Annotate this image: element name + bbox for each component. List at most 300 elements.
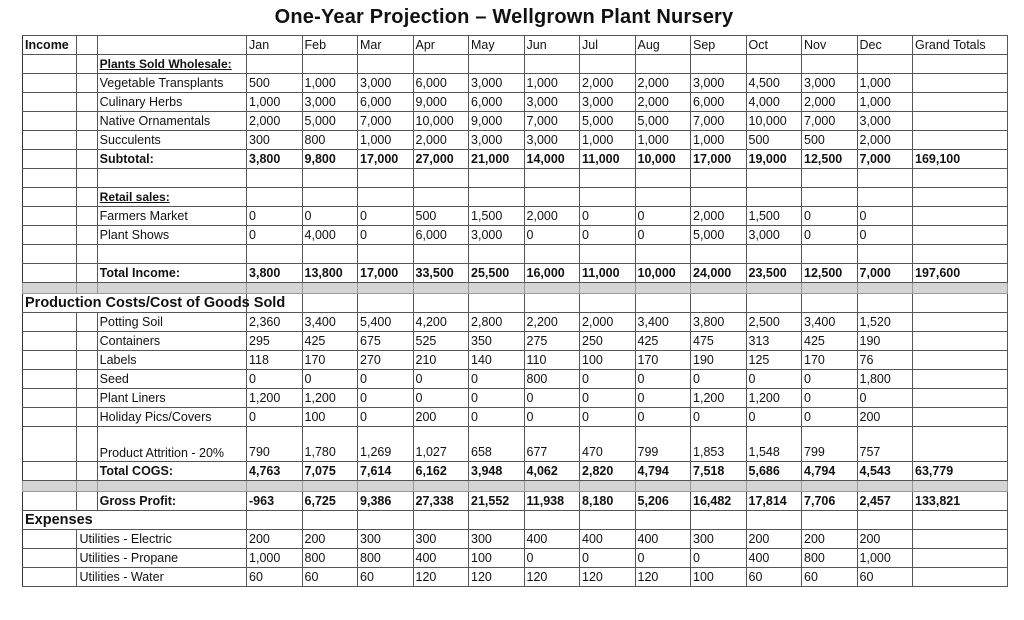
empty-cell (857, 169, 913, 188)
total-cogs-row (23, 462, 1008, 481)
section-subheading: Plants Sold Wholesale: (99, 57, 232, 71)
table-cell: 2,457 (857, 492, 913, 511)
row-label: Subtotal: (97, 150, 246, 169)
page-title: One-Year Projection – Wellgrown Plant Nursery (274, 6, 734, 28)
month-header: Dec (857, 36, 913, 55)
empty-cell (77, 332, 97, 351)
table-cell: 7,000 (802, 112, 858, 131)
table-cell: 0 (524, 549, 580, 568)
empty-cell (23, 169, 77, 188)
table-cell: 3,400 (302, 313, 358, 332)
empty-cell (413, 481, 469, 492)
table-cell: 6,000 (358, 93, 414, 112)
table-cell: 6,000 (413, 74, 469, 93)
table-cell: 3,000 (358, 74, 414, 93)
table-cell: 0 (580, 549, 636, 568)
empty-cell (23, 283, 77, 294)
empty-cell (635, 55, 691, 74)
table-cell: 3,000 (524, 93, 580, 112)
expenses-heading-row (23, 511, 1008, 530)
empty-cell (77, 481, 97, 492)
table-cell: 800 (302, 131, 358, 150)
table-cell: 3,000 (580, 93, 636, 112)
table-cell: -963 (247, 492, 303, 511)
empty-cell (857, 245, 913, 264)
table-cell: 0 (580, 226, 636, 245)
grand-total-cell (913, 74, 1008, 93)
table-cell: 1,780 (302, 427, 358, 462)
table-cell: 3,000 (802, 74, 858, 93)
month-header: Mar (358, 36, 414, 55)
row-label: Plant Shows (97, 226, 246, 245)
table-cell: 425 (302, 332, 358, 351)
table-cell: 2,000 (413, 131, 469, 150)
table-cell: 10,000 (635, 264, 691, 283)
table-cell: 475 (691, 332, 747, 351)
table-cell: 7,000 (857, 264, 913, 283)
table-row (23, 530, 1008, 549)
row-label: Holiday Pics/Covers (97, 408, 246, 427)
table-cell: 0 (247, 370, 303, 389)
empty-cell (524, 55, 580, 74)
empty-cell (358, 188, 414, 207)
grand-total-cell: 63,779 (913, 462, 1008, 481)
empty-cell (802, 511, 858, 530)
empty-cell (802, 481, 858, 492)
empty-cell (913, 55, 1008, 74)
table-cell: 800 (802, 549, 858, 568)
grand-total-cell: 133,821 (913, 492, 1008, 511)
table-cell: 4,200 (413, 313, 469, 332)
empty-cell (302, 481, 358, 492)
table-cell: 0 (691, 370, 747, 389)
table-cell: 190 (857, 332, 913, 351)
table-cell: 1,500 (469, 207, 525, 226)
table-cell: 1,000 (580, 131, 636, 150)
empty-cell (691, 511, 747, 530)
table-cell: 3,948 (469, 462, 525, 481)
empty-cell (413, 283, 469, 294)
table-cell: 400 (746, 549, 802, 568)
empty-cell (77, 112, 97, 131)
empty-cell (358, 294, 414, 313)
table-cell: 120 (413, 568, 469, 587)
empty-cell (524, 283, 580, 294)
empty-cell (23, 207, 77, 226)
table-cell: 1,000 (302, 74, 358, 93)
table-cell: 7,000 (691, 112, 747, 131)
table-cell: 3,000 (469, 226, 525, 245)
wholesale-heading-row (23, 55, 1008, 74)
table-cell: 33,500 (413, 264, 469, 283)
table-cell: 27,000 (413, 150, 469, 169)
table-cell: 5,000 (302, 112, 358, 131)
empty-cell (580, 283, 636, 294)
table-cell: 200 (746, 530, 802, 549)
empty-cell (23, 150, 77, 169)
table-cell: 60 (302, 568, 358, 587)
empty-cell (746, 481, 802, 492)
header-row (23, 36, 1008, 55)
table-cell: 2,000 (524, 207, 580, 226)
table-cell: 6,725 (302, 492, 358, 511)
section-heading: Production Costs/Cost of Goods Sold (23, 294, 247, 313)
empty-cell (857, 188, 913, 207)
month-header: Oct (746, 36, 802, 55)
empty-cell (23, 188, 77, 207)
table-cell: 0 (247, 207, 303, 226)
table-cell: 1,000 (857, 74, 913, 93)
table-cell: 170 (635, 351, 691, 370)
empty-cell (247, 481, 303, 492)
empty-cell (247, 55, 303, 74)
empty-cell (413, 511, 469, 530)
table-cell: 17,000 (358, 264, 414, 283)
empty-cell (580, 188, 636, 207)
empty-cell (802, 55, 858, 74)
table-cell: 17,000 (691, 150, 747, 169)
section-heading: Expenses (23, 511, 247, 530)
empty-cell (77, 131, 97, 150)
empty-cell (23, 530, 77, 549)
empty-cell (524, 481, 580, 492)
row-label: Utilities - Water (77, 568, 247, 587)
empty-cell (77, 427, 97, 462)
table-cell: 11,938 (524, 492, 580, 511)
table-cell: 17,000 (358, 150, 414, 169)
table-cell: 5,000 (635, 112, 691, 131)
empty-cell (97, 36, 246, 55)
table-cell: 0 (358, 408, 414, 427)
table-cell: 12,500 (802, 264, 858, 283)
grand-total-cell (913, 389, 1008, 408)
empty-cell (23, 408, 77, 427)
empty-cell (302, 188, 358, 207)
table-cell: 4,543 (857, 462, 913, 481)
month-header: Aug (635, 36, 691, 55)
empty-cell (77, 226, 97, 245)
empty-cell (23, 481, 77, 492)
table-cell: 60 (746, 568, 802, 587)
empty-cell (635, 294, 691, 313)
table-cell: 1,548 (746, 427, 802, 462)
empty-cell (23, 74, 77, 93)
table-cell: 1,500 (746, 207, 802, 226)
grand-total-cell (913, 427, 1008, 462)
section-subheading: Retail sales: (99, 190, 170, 204)
empty-cell (302, 294, 358, 313)
empty-cell (77, 408, 97, 427)
table-cell: 0 (469, 408, 525, 427)
table-cell: 1,027 (413, 427, 469, 462)
empty-cell (635, 283, 691, 294)
projection-table (22, 35, 1008, 587)
empty-cell (23, 264, 77, 283)
table-cell: 0 (580, 408, 636, 427)
table-cell: 799 (802, 427, 858, 462)
empty-cell (691, 283, 747, 294)
empty-cell (913, 169, 1008, 188)
empty-cell (23, 389, 77, 408)
table-cell: 9,800 (302, 150, 358, 169)
table-cell: 300 (358, 530, 414, 549)
empty-cell (23, 427, 77, 462)
table-cell: 9,000 (413, 93, 469, 112)
empty-cell (802, 294, 858, 313)
empty-cell (358, 169, 414, 188)
table-cell: 1,000 (635, 131, 691, 150)
table-cell: 0 (358, 226, 414, 245)
table-cell: 0 (469, 370, 525, 389)
table-cell: 250 (580, 332, 636, 351)
empty-cell (77, 55, 97, 74)
grand-total-cell (913, 351, 1008, 370)
table-row (23, 93, 1008, 112)
empty-cell (77, 150, 97, 169)
table-cell: 210 (413, 351, 469, 370)
table-cell: 1,000 (857, 549, 913, 568)
month-header: May (469, 36, 525, 55)
empty-cell (77, 370, 97, 389)
table-cell: 4,500 (746, 74, 802, 93)
table-cell: 200 (413, 408, 469, 427)
table-cell: 300 (691, 530, 747, 549)
month-header: Nov (802, 36, 858, 55)
empty-cell (23, 568, 77, 587)
table-cell: 4,794 (635, 462, 691, 481)
table-cell: 6,000 (469, 93, 525, 112)
table-cell: 1,000 (691, 131, 747, 150)
month-header: Feb (302, 36, 358, 55)
empty-cell (635, 188, 691, 207)
table-cell: 3,000 (524, 131, 580, 150)
table-cell: 16,000 (524, 264, 580, 283)
empty-cell (23, 549, 77, 568)
empty-cell (469, 294, 525, 313)
empty-cell (691, 294, 747, 313)
empty-cell (580, 55, 636, 74)
table-cell: 10,000 (746, 112, 802, 131)
table-cell: 0 (802, 370, 858, 389)
table-cell: 1,000 (358, 131, 414, 150)
empty-cell (746, 511, 802, 530)
empty-cell (580, 245, 636, 264)
grand-total-cell (913, 131, 1008, 150)
table-cell: 800 (358, 549, 414, 568)
table-cell: 0 (302, 207, 358, 226)
row-label: Labels (97, 351, 246, 370)
empty-cell (413, 294, 469, 313)
table-cell: 0 (635, 226, 691, 245)
row-label: Utilities - Propane (77, 549, 247, 568)
empty-cell (524, 188, 580, 207)
table-cell: 3,400 (802, 313, 858, 332)
table-cell: 11,000 (580, 264, 636, 283)
table-cell: 13,800 (302, 264, 358, 283)
table-cell: 500 (746, 131, 802, 150)
table-cell: 0 (691, 408, 747, 427)
table-cell: 9,386 (358, 492, 414, 511)
empty-cell (358, 283, 414, 294)
table-cell: 125 (746, 351, 802, 370)
empty-cell (302, 55, 358, 74)
empty-cell (302, 245, 358, 264)
total-income-row (23, 264, 1008, 283)
table-cell: 200 (857, 530, 913, 549)
empty-cell (746, 169, 802, 188)
table-cell: 3,000 (746, 226, 802, 245)
table-cell: 0 (413, 370, 469, 389)
empty-cell (691, 188, 747, 207)
table-cell: 100 (302, 408, 358, 427)
empty-cell (77, 245, 97, 264)
table-cell: 7,000 (857, 150, 913, 169)
table-row (23, 408, 1008, 427)
table-cell: 790 (247, 427, 303, 462)
table-cell: 2,000 (580, 313, 636, 332)
empty-cell (413, 55, 469, 74)
table-cell: 4,062 (524, 462, 580, 481)
table-cell: 295 (247, 332, 303, 351)
empty-cell (635, 245, 691, 264)
grand-total-cell (913, 530, 1008, 549)
grand-total-cell (913, 226, 1008, 245)
empty-cell (691, 55, 747, 74)
table-cell: 8,180 (580, 492, 636, 511)
empty-cell (746, 294, 802, 313)
table-cell: 1,269 (358, 427, 414, 462)
empty-cell (302, 169, 358, 188)
empty-cell (77, 492, 97, 511)
table-cell: 2,000 (802, 93, 858, 112)
table-cell: 1,520 (857, 313, 913, 332)
table-cell: 400 (580, 530, 636, 549)
table-row (23, 313, 1008, 332)
table-cell: 7,518 (691, 462, 747, 481)
empty-cell (77, 389, 97, 408)
table-cell: 60 (247, 568, 303, 587)
table-cell: 7,614 (358, 462, 414, 481)
separator-row (23, 481, 1008, 492)
empty-cell (23, 112, 77, 131)
table-cell: 0 (302, 370, 358, 389)
empty-cell (358, 511, 414, 530)
empty-cell (77, 188, 97, 207)
table-cell: 0 (247, 408, 303, 427)
row-label: Farmers Market (97, 207, 246, 226)
empty-cell (97, 245, 246, 264)
table-cell: 3,400 (635, 313, 691, 332)
empty-cell (746, 55, 802, 74)
table-cell: 170 (802, 351, 858, 370)
empty-cell (77, 351, 97, 370)
empty-cell (358, 245, 414, 264)
table-cell: 100 (691, 568, 747, 587)
empty-cell (97, 188, 246, 207)
empty-cell (802, 169, 858, 188)
grand-total-cell (913, 332, 1008, 351)
table-cell: 3,000 (857, 112, 913, 131)
empty-cell (469, 169, 525, 188)
empty-cell (913, 294, 1008, 313)
empty-cell (913, 283, 1008, 294)
empty-cell (23, 55, 77, 74)
table-cell: 6,162 (413, 462, 469, 481)
grand-total-cell (913, 370, 1008, 389)
empty-cell (97, 481, 246, 492)
empty-cell (469, 188, 525, 207)
table-cell: 0 (691, 549, 747, 568)
table-cell: 2,200 (524, 313, 580, 332)
table-cell: 2,360 (247, 313, 303, 332)
empty-cell (524, 511, 580, 530)
grand-total-cell: 197,600 (913, 264, 1008, 283)
table-cell: 799 (635, 427, 691, 462)
table-cell: 120 (469, 568, 525, 587)
empty-cell (23, 332, 77, 351)
blank-row (23, 245, 1008, 264)
table-cell: 4,000 (302, 226, 358, 245)
table-row (23, 332, 1008, 351)
table-cell: 5,206 (635, 492, 691, 511)
empty-cell (23, 93, 77, 112)
table-cell: 1,800 (857, 370, 913, 389)
table-cell: 3,000 (691, 74, 747, 93)
table-cell: 425 (802, 332, 858, 351)
empty-cell (77, 169, 97, 188)
table-cell: 757 (857, 427, 913, 462)
table-cell: 3,800 (247, 264, 303, 283)
table-cell: 0 (635, 370, 691, 389)
table-cell: 0 (580, 370, 636, 389)
empty-cell (77, 283, 97, 294)
table-cell: 0 (802, 207, 858, 226)
table-cell: 76 (857, 351, 913, 370)
table-cell: 425 (635, 332, 691, 351)
empty-cell (691, 481, 747, 492)
grand-total-cell (913, 549, 1008, 568)
table-cell: 400 (524, 530, 580, 549)
table-cell: 0 (857, 226, 913, 245)
table-cell: 0 (635, 207, 691, 226)
table-cell: 4,794 (802, 462, 858, 481)
table-row (23, 427, 1008, 462)
table-cell: 7,706 (802, 492, 858, 511)
empty-cell (746, 188, 802, 207)
table-cell: 0 (469, 389, 525, 408)
table-row (23, 389, 1008, 408)
row-label: Culinary Herbs (97, 93, 246, 112)
table-cell: 110 (524, 351, 580, 370)
empty-cell (857, 511, 913, 530)
empty-cell (746, 283, 802, 294)
table-cell: 60 (857, 568, 913, 587)
empty-cell (802, 188, 858, 207)
table-cell: 7,075 (302, 462, 358, 481)
table-cell: 6,000 (413, 226, 469, 245)
table-row (23, 351, 1008, 370)
table-cell: 200 (802, 530, 858, 549)
table-cell: 2,820 (580, 462, 636, 481)
table-cell: 4,763 (247, 462, 303, 481)
cogs-heading-row (23, 294, 1008, 313)
table-cell: 2,000 (247, 112, 303, 131)
table-cell: 0 (358, 389, 414, 408)
table-cell: 2,500 (746, 313, 802, 332)
table-cell: 200 (857, 408, 913, 427)
row-label: Product Attrition - 20% (97, 427, 246, 462)
empty-cell (23, 370, 77, 389)
